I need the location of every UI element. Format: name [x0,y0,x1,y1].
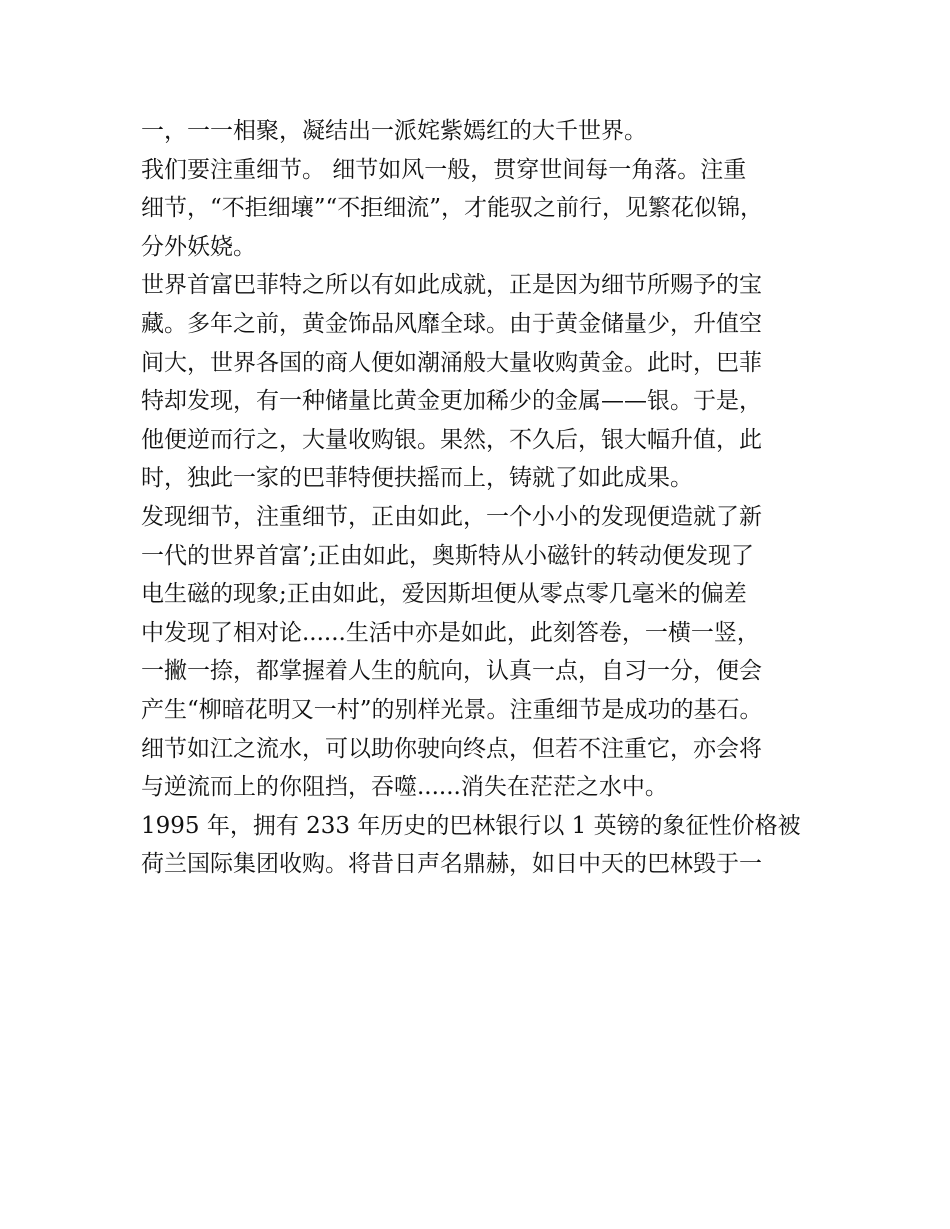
text-line: 时，独此一家的巴菲特便扶摇而上，铸就了如此成果。 [141,465,693,492]
text-line: 特却发现，有一种储量比黄金更加稀少的金属——银。于是， [141,388,762,415]
text-line: 电生磁的现象;正由如此，爱因斯坦便从零点零几毫米的偏差 [141,581,747,608]
text-line: 一代的世界首富’;正由如此，奥斯特从小磁针的转动便发现了 [141,542,755,569]
text-line: 1995 年，拥有 233 年历史的巴林银行以 1 英镑的象征性价格被 [141,812,801,839]
text-line: 产生“柳暗花明又一村”的别样光景。注重细节是成功的基石。 [141,696,763,723]
text-line: 细节，“不拒细壤”“不拒细流”，才能驭之前行，见繁花似锦， [141,195,764,222]
text-line: 间大，世界各国的商人便如潮涌般大量收购黄金。此时，巴菲 [141,349,762,376]
text-line: 中发现了相对论......生活中亦是如此，此刻答卷，一横一竖， [141,619,760,646]
text-line: 世界首富巴菲特之所以有如此成就，正是因为细节所赐予的宝 [141,272,762,299]
text-line: 一，一一相聚，凝结出一派姹紫嫣红的大千世界。 [141,118,647,144]
text-line: 他便逆而行之，大量收购银。果然，不久后，银大幅升值，此 [141,426,762,453]
text-line: 我们要注重细节。 细节如风一般，贯穿世间每一角落。注重 [141,156,747,183]
text-line: 一撇一捺，都掌握着人生的航向，认真一点，自习一分，便会 [141,658,762,685]
text-line: 荷兰国际集团收购。将昔日声名鼎赫，如日中天的巴林毁于一 [141,851,762,878]
text-line: 细节如江之流水，可以助你驶向终点，但若不注重它，亦会将 [141,735,762,762]
essay-body [141,112,821,884]
text-line: 发现细节，注重细节，正由如此，一个小小的发现便造就了新 [141,503,762,530]
text-line: 分外妖娆。 [141,233,256,260]
text-line: 藏。多年之前，黄金饰品风靡全球。由于黄金储量少，升值空 [141,310,762,337]
text-line: 与逆流而上的你阻挡，吞噬......消失在茫茫之水中。 [141,774,668,801]
